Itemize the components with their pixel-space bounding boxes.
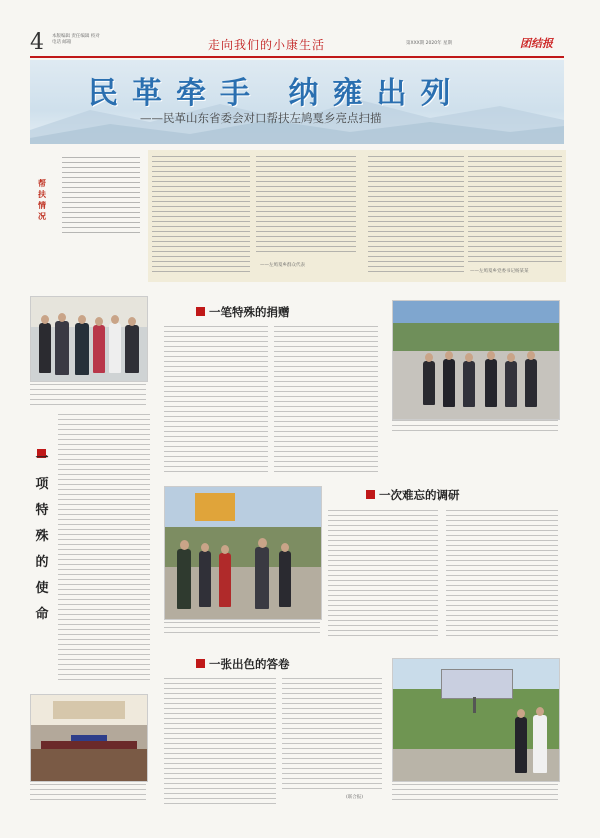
photo-billboard <box>392 658 560 782</box>
quote-column <box>368 156 464 274</box>
photo-conference <box>30 694 148 782</box>
photo-caption <box>392 420 558 432</box>
photo-caption <box>30 784 146 800</box>
header-meta <box>52 34 182 46</box>
vertical-title <box>34 446 50 628</box>
section-heading <box>366 487 460 503</box>
photo-caption <box>392 784 558 800</box>
section-heading <box>196 304 290 320</box>
article-text <box>328 510 438 638</box>
article-text <box>164 326 268 476</box>
section-marker <box>366 490 375 499</box>
vertical-title-char: 一 <box>35 451 49 466</box>
header-meta-line: 电话 邮箱 <box>52 40 72 45</box>
quote-column <box>468 156 562 264</box>
newspaper-logo: 团结报 <box>520 37 553 50</box>
vertical-title-char: 使 <box>35 581 49 596</box>
photo-road-visit <box>392 300 560 420</box>
photo-caption <box>30 384 146 406</box>
section-marker <box>196 659 205 668</box>
vertical-title-char: 命 <box>35 607 49 622</box>
page-number: 4 <box>30 30 44 55</box>
section-marker <box>196 307 205 316</box>
article-text <box>274 326 378 476</box>
section-heading-text: 一张出色的答卷 <box>209 657 290 671</box>
headline-title: 民革牵手 纳雍出列 <box>88 76 465 111</box>
headline-subtitle: ——民革山东省委会对口帮扶左鸠戛乡亮点扫描 <box>140 111 382 125</box>
section-heading-text: 一笔特殊的捐赠 <box>209 305 290 319</box>
vertical-title-char: 的 <box>35 555 49 570</box>
vertical-title-char: 特 <box>35 503 49 518</box>
sidebar-text <box>62 157 140 237</box>
quote-column <box>256 156 356 254</box>
vertical-title-char: 项 <box>35 477 49 492</box>
header-meta-line: 本版编辑 责任编辑 校对 <box>52 34 100 39</box>
quote-column <box>152 156 250 274</box>
quote-signature: ——左鸠戛乡党委书记杨某某 <box>470 269 529 274</box>
section-heading-text: 一次难忘的调研 <box>379 488 460 502</box>
sidebar-label: 帮扶情况 <box>38 178 46 221</box>
vertical-title-char: 殊 <box>35 529 49 544</box>
photo-caption <box>164 622 320 634</box>
section-heading <box>196 656 290 672</box>
section-title: 走向我们的小康生活 <box>208 38 326 52</box>
article-text <box>58 414 150 682</box>
article-source: (联合报) <box>346 795 364 800</box>
article-text <box>446 510 558 638</box>
issue-info: 第XXX期 2020年 星期 <box>406 41 453 46</box>
photo-village-visit <box>164 486 322 620</box>
photo-group-meeting <box>30 296 148 382</box>
header-rule <box>30 56 564 58</box>
article-text <box>282 678 382 790</box>
article-text <box>164 678 276 804</box>
quote-signature: ——左鸠戛乡群众代表 <box>260 263 305 268</box>
